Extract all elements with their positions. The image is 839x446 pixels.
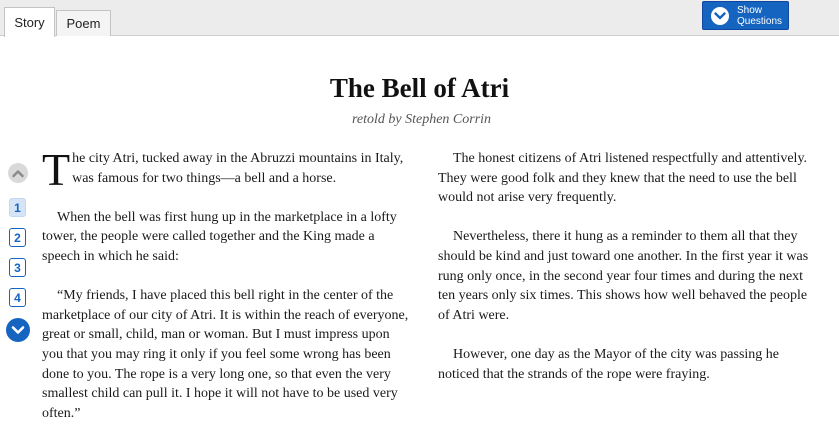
show-questions-label-line2: Questions (737, 15, 783, 27)
page-button-3[interactable]: 3 (9, 258, 26, 277)
chevron-up-icon (12, 169, 24, 178)
story-paragraph: However, one day as the Mayor of the city was passing he noticed that the strands of the rope were fraying. (438, 346, 780, 382)
story-byline: retold by Stephen Corrin (351, 112, 492, 127)
chevron-down-button[interactable] (6, 318, 30, 342)
story-paragraph: Nevertheless, there it hung as a reminder to them all that they should be kind and just toward one another. In the first year it was rung only once, in the second year four times and during the next ten years only six times. This shows how well behaved the people of Atri were. (438, 229, 809, 323)
story-paragraph: The honest citizens of Atri listened respectfully and attentively. They were good folk and they knew that the need to use the bell would not arise very frequently. (438, 151, 808, 206)
story-title: The Bell of Atri (329, 73, 510, 103)
tab-story[interactable]: Story (4, 7, 55, 37)
drop-cap: T (42, 144, 71, 195)
chevron-down-icon (711, 7, 729, 25)
chevron-up-button[interactable] (8, 163, 28, 183)
story-column-left (42, 144, 410, 443)
tab-bar (0, 0, 839, 36)
page-button-1[interactable]: 1 (9, 198, 26, 217)
show-questions-label-line1: Show (737, 4, 763, 16)
show-questions-button[interactable] (702, 1, 789, 30)
story-paragraph: When the bell was first hung up in the marketplace in a lofty tower, the people were called together and the King made a speech in which he said: (42, 209, 397, 264)
story-paragraph (42, 144, 410, 195)
page-button-4[interactable]: 4 (9, 288, 26, 307)
paragraph-text: he city Atri, tucked away in the Abruzzi mountains in Italy, was famous for two things—a bell and a horse. (72, 151, 404, 186)
tab-poem[interactable]: Poem (56, 10, 111, 36)
page-button-2[interactable]: 2 (9, 228, 26, 247)
chevron-down-icon (11, 325, 25, 335)
story-column-right (438, 149, 810, 404)
story-paragraph: “My friends, I have placed this bell right in the center of the marketplace of our city of Atri. It is within the reach of everyone, great or small, child, man or woman. But I must impress upon you that you may ring it only if you feel some wrong has been done to you. The rope is a very long one, so that even the very smallest child can pull it. I hope it will not have to be used very often.” (42, 288, 409, 421)
